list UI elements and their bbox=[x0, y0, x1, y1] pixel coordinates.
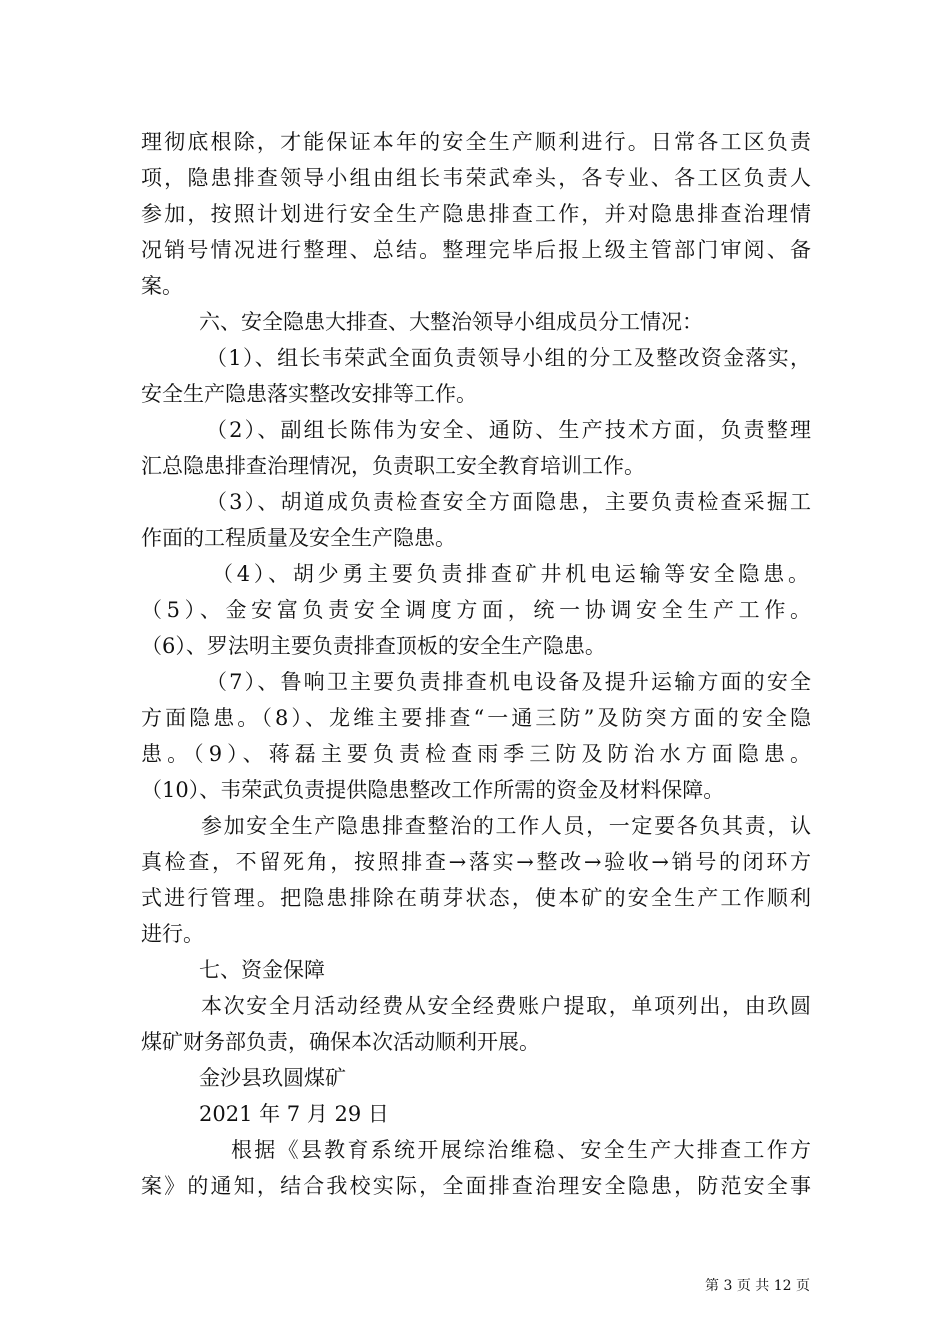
body-line: 本次安全月活动经费从安全经费账户提取，单项列出，由玖圆 bbox=[201, 994, 811, 1018]
body-line: （5）、金安富负责安全调度方面，统一协调安全生产工作。 bbox=[141, 598, 811, 622]
body-line: 理彻底根除，才能保证本年的安全生产顺利进行。日常各工区负责 bbox=[141, 130, 811, 154]
body-line: 真检查，不留死角，按照排查→落实→整改→验收→销号的闭环方 bbox=[141, 850, 811, 874]
body-line: 安全生产隐患落实整改安排等工作。 bbox=[141, 382, 477, 406]
body-line: 案》的通知，结合我校实际，全面排查治理安全隐患，防范安全事 bbox=[141, 1174, 811, 1198]
body-line: 作面的工程质量及安全生产隐患。 bbox=[141, 526, 456, 550]
page-number: 第 3 页 共 12 页 bbox=[705, 1278, 810, 1294]
body-line: 项，隐患排查领导小组由组长韦荣武牵头，各专业、各工区负责人 bbox=[141, 166, 811, 190]
signature-date: 2021 年 7 月 29 日 bbox=[199, 1102, 389, 1126]
signature-org: 金沙县玖圆煤矿 bbox=[199, 1066, 346, 1090]
body-line: 参加安全生产隐患排查整治的工作人员，一定要各负其责，认 bbox=[201, 814, 811, 838]
body-line: （10）、韦荣武负责提供隐患整改工作所需的资金及材料保障。 bbox=[141, 778, 725, 802]
body-line: 汇总隐患排查治理情况，负责职工安全教育培训工作。 bbox=[141, 454, 645, 478]
body-line: （7）、鲁响卫主要负责排查机电设备及提升运输方面的安全 bbox=[206, 670, 811, 694]
body-line: （6）、罗法明主要负责排查顶板的安全生产隐患。 bbox=[141, 634, 606, 658]
body-line: 根据《县教育系统开展综治维稳、安全生产大排查工作方 bbox=[231, 1138, 811, 1162]
body-line: 案。 bbox=[141, 274, 183, 298]
body-line: 式进行管理。把隐患排除在萌芽状态，使本矿的安全生产工作顺利 bbox=[141, 886, 811, 910]
body-line: 患。（9）、蒋磊主要负责检查雨季三防及防治水方面隐患。 bbox=[141, 742, 811, 766]
body-line: 进行。 bbox=[141, 922, 204, 946]
body-line: （1）、组长韦荣武全面负责领导小组的分工及整改资金落实， bbox=[206, 346, 811, 370]
body-line: 参加，按照计划进行安全生产隐患排查工作，并对隐患排查治理情 bbox=[141, 202, 811, 226]
section-heading: 六、安全隐患大排查、大整治领导小组成员分工情况： bbox=[199, 310, 703, 334]
section-heading: 七、资金保障 bbox=[199, 958, 325, 982]
body-line: 方面隐患。（8）、龙维主要排查“一通三防”及防突方面的安全隐 bbox=[141, 706, 811, 730]
body-line: （3）、胡道成负责检查安全方面隐患，主要负责检查采掘工 bbox=[206, 490, 811, 514]
body-line: 煤矿财务部负责，确保本次活动顺利开展。 bbox=[141, 1030, 540, 1054]
body-line: （2）、副组长陈伟为安全、通防、生产技术方面，负责整理 bbox=[206, 418, 811, 442]
body-line: 况销号情况进行整理、总结。整理完毕后报上级主管部门审阅、备 bbox=[141, 238, 811, 262]
body-line: （4）、胡少勇主要负责排查矿井机电运输等安全隐患。 bbox=[212, 562, 809, 586]
